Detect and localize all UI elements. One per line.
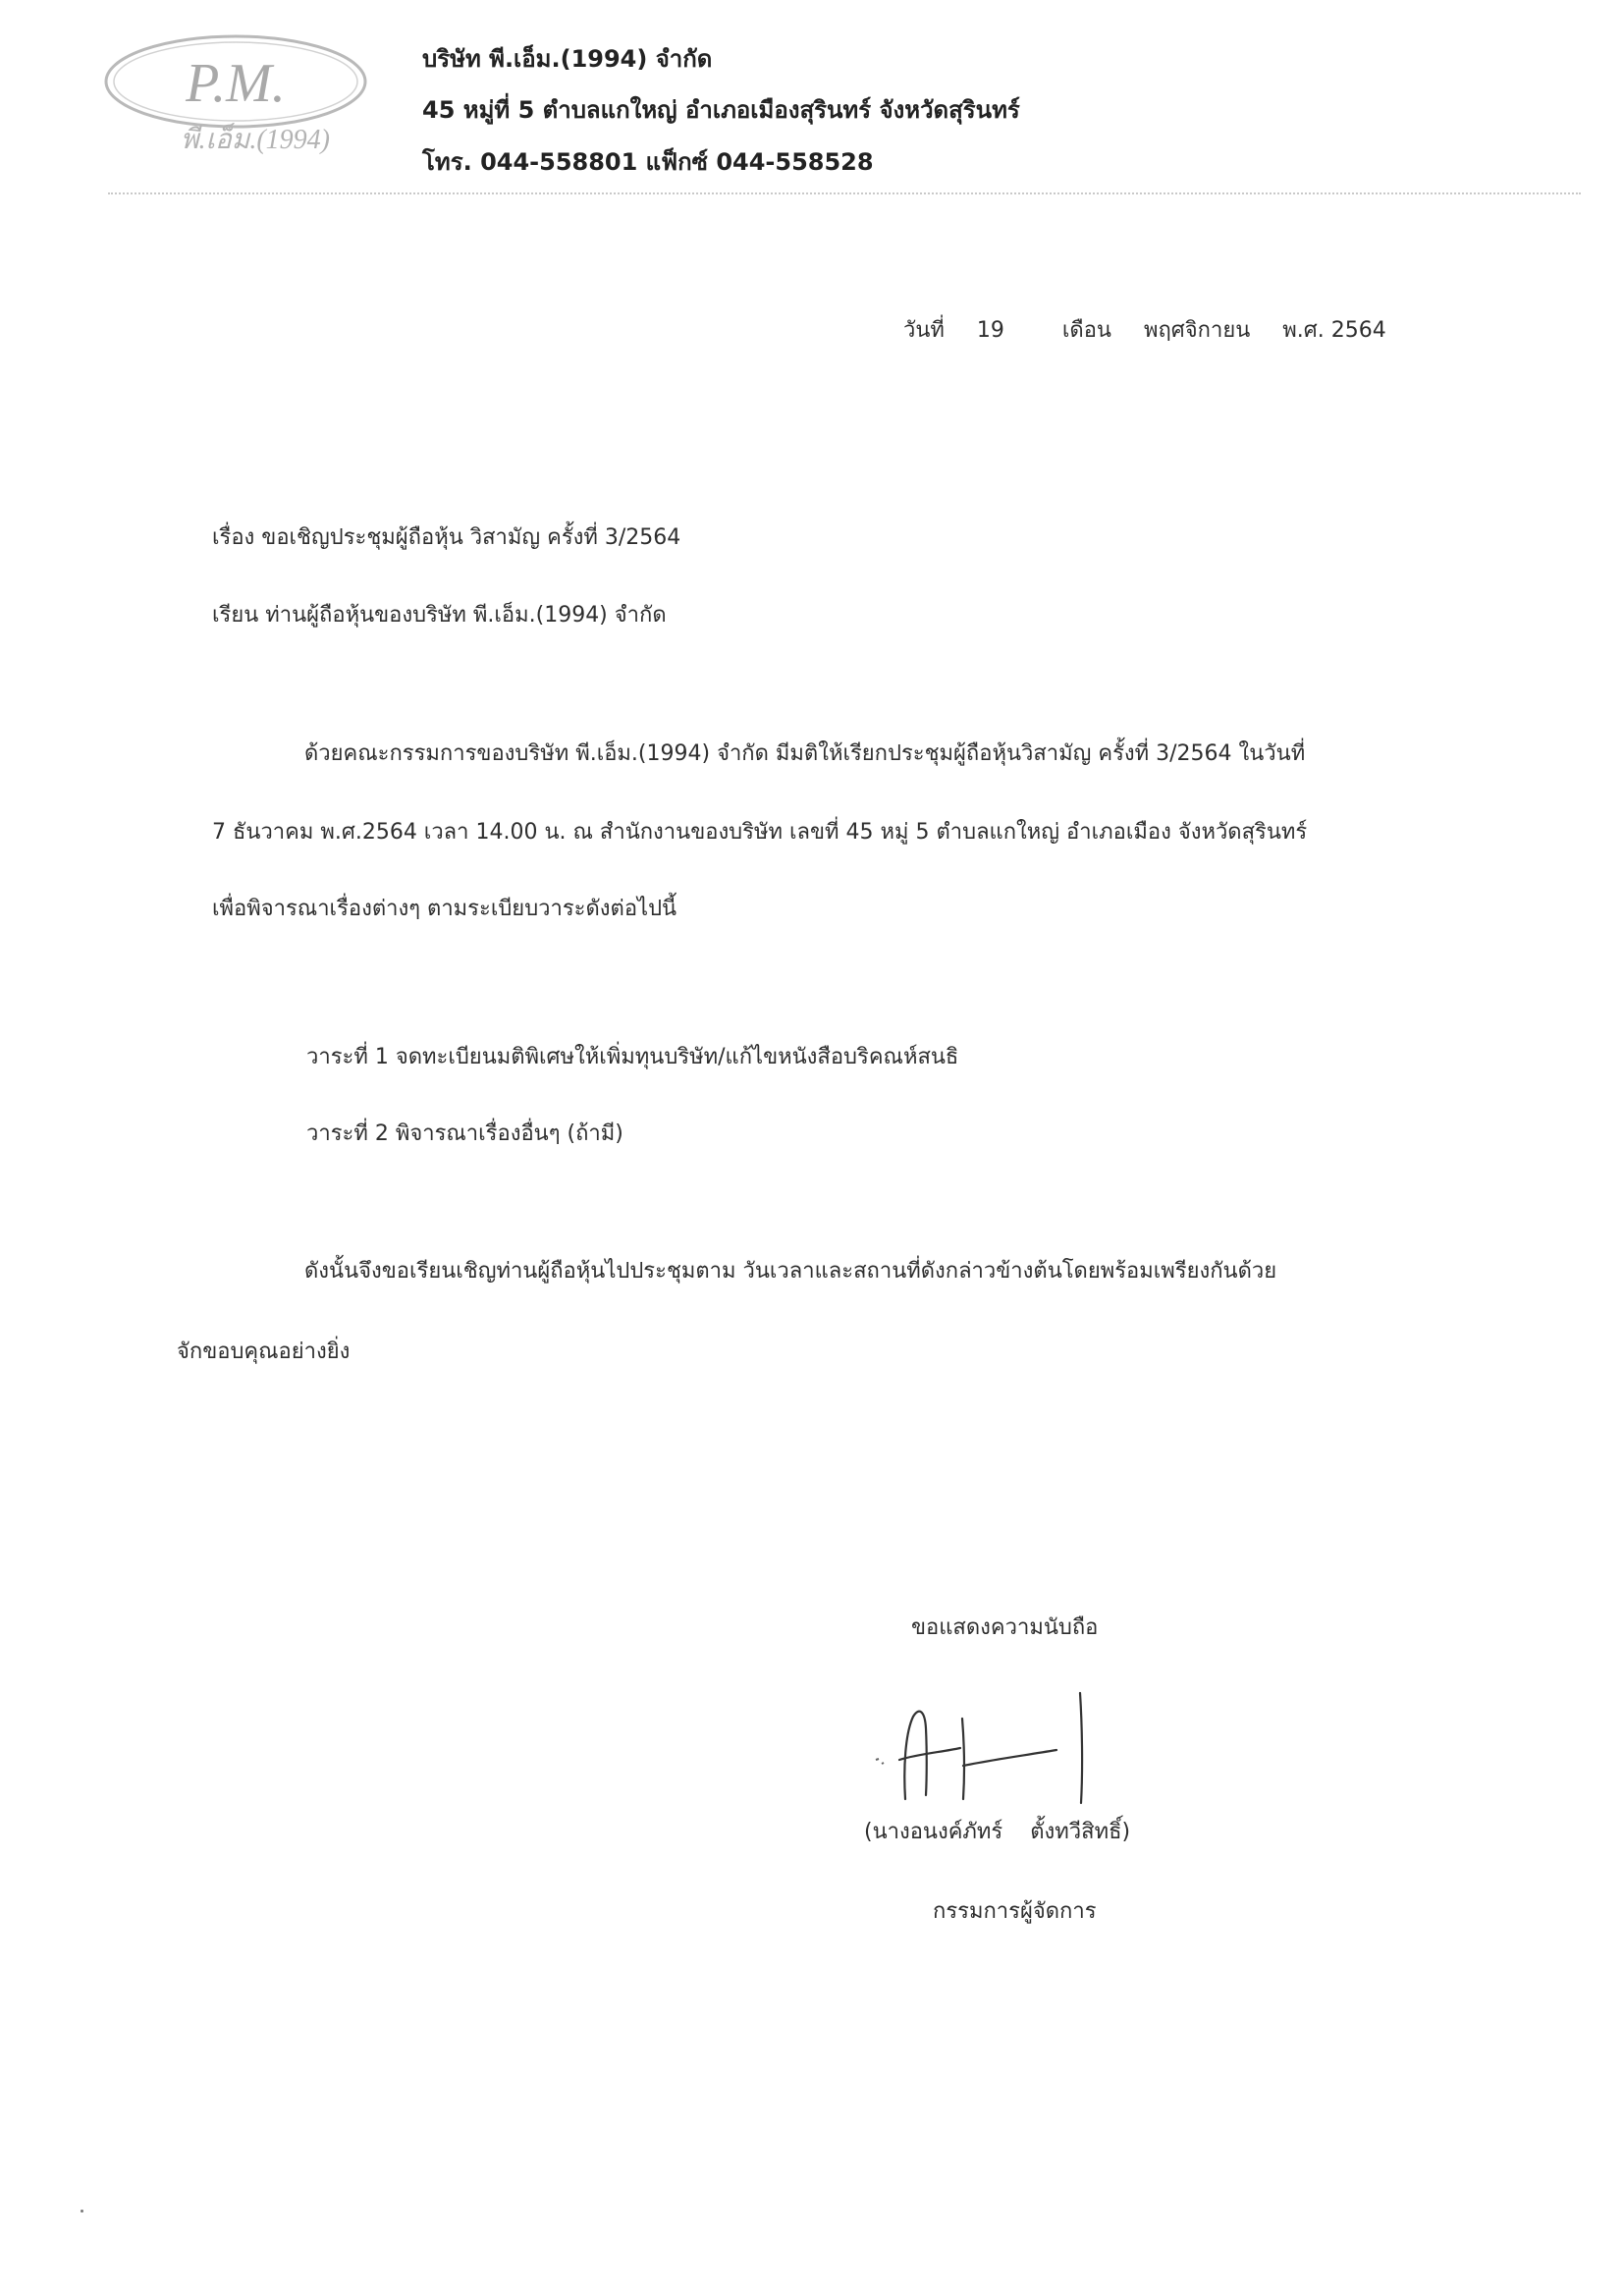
subject: เรื่อง ขอเชิญประชุมผู้ถือหุ้น วิสามัญ ครั้งที่ 3/2564 — [212, 525, 681, 550]
date-day: 19 — [976, 318, 1004, 343]
logo-subtext: พี.เอ็ม.(1994) — [181, 125, 330, 155]
date-year: 2564 — [1330, 318, 1386, 343]
company-logo — [98, 25, 373, 162]
salutation: เรียน ท่านผู้ถือหุ้นของบริษัท พี.เอ็ม.(1994) จำกัด — [212, 603, 667, 628]
paragraph-line: จักขอบคุณอย่างยิ่ง — [177, 1339, 351, 1364]
handwritten-signature — [864, 1689, 1119, 1807]
paragraph-line: เพื่อพิจารณาเรื่องต่างๆ ตามระเบียบวาระดังต่อไปนี้ — [212, 897, 677, 921]
scan-speck — [81, 2210, 83, 2213]
paragraph-line: ด้วยคณะกรรมการของบริษัท พี.เอ็ม.(1994) จำกัด มีมติให้เรียกประชุมผู้ถือหุ้นวิสามัญ ครั้งที่ 3/2564 ในวันที่ — [304, 741, 1306, 766]
agenda-item: วาระที่ 1 จดทะเบียนมติพิเศษให้เพิ่มทุนบริษัท/แก้ไขหนังสือบริคณห์สนธิ — [306, 1045, 959, 1069]
agenda-item: วาระที่ 2 พิจารณาเรื่องอื่นๆ (ถ้ามี) — [306, 1121, 623, 1146]
company-address: 45 หมู่ที่ 5 ตำบลแกใหญ่ อำเภอเมืองสุรินทร์ จังหวัดสุรินทร์ — [422, 96, 1020, 124]
date-day-label: วันที่ — [903, 318, 945, 343]
signer-last-name: ตั้งทวีสิทธิ์) — [1030, 1820, 1131, 1844]
paragraph-line: ดังนั้นจึงขอเรียนเชิญท่านผู้ถือหุ้นไปประชุมตาม วันเวลาและสถานที่ดังกล่าวข้างต้นโดยพร้อมเพรียงกันด้วย — [304, 1259, 1277, 1284]
date-month-label: เดือน — [1061, 318, 1111, 343]
letter-date — [903, 318, 1386, 344]
signer-title: กรรมการผู้จัดการ — [933, 1899, 1097, 1924]
signer-first-name: (นางอนงค์ภัทร์ — [864, 1820, 1003, 1844]
signer-name — [864, 1820, 1130, 1845]
date-month: พฤศจิกายน — [1143, 318, 1251, 343]
logo-text: P.M. — [186, 53, 286, 114]
header-divider — [108, 192, 1581, 194]
company-name: บริษัท พี.เอ็ม.(1994) จำกัด — [422, 45, 713, 73]
company-phone-fax: โทร. 044-558801 แฟ็กซ์ 044-558528 — [422, 148, 874, 176]
date-year-label: พ.ศ. — [1282, 318, 1325, 343]
paragraph-line: 7 ธันวาคม พ.ศ.2564 เวลา 14.00 น. ณ สำนักงานของบริษัท เลขที่ 45 หมู่ 5 ตำบลแกใหญ่ อำเภอเมือง จังหวัดสุรินทร์ — [212, 820, 1308, 845]
closing-phrase: ขอแสดงความนับถือ — [911, 1615, 1099, 1640]
